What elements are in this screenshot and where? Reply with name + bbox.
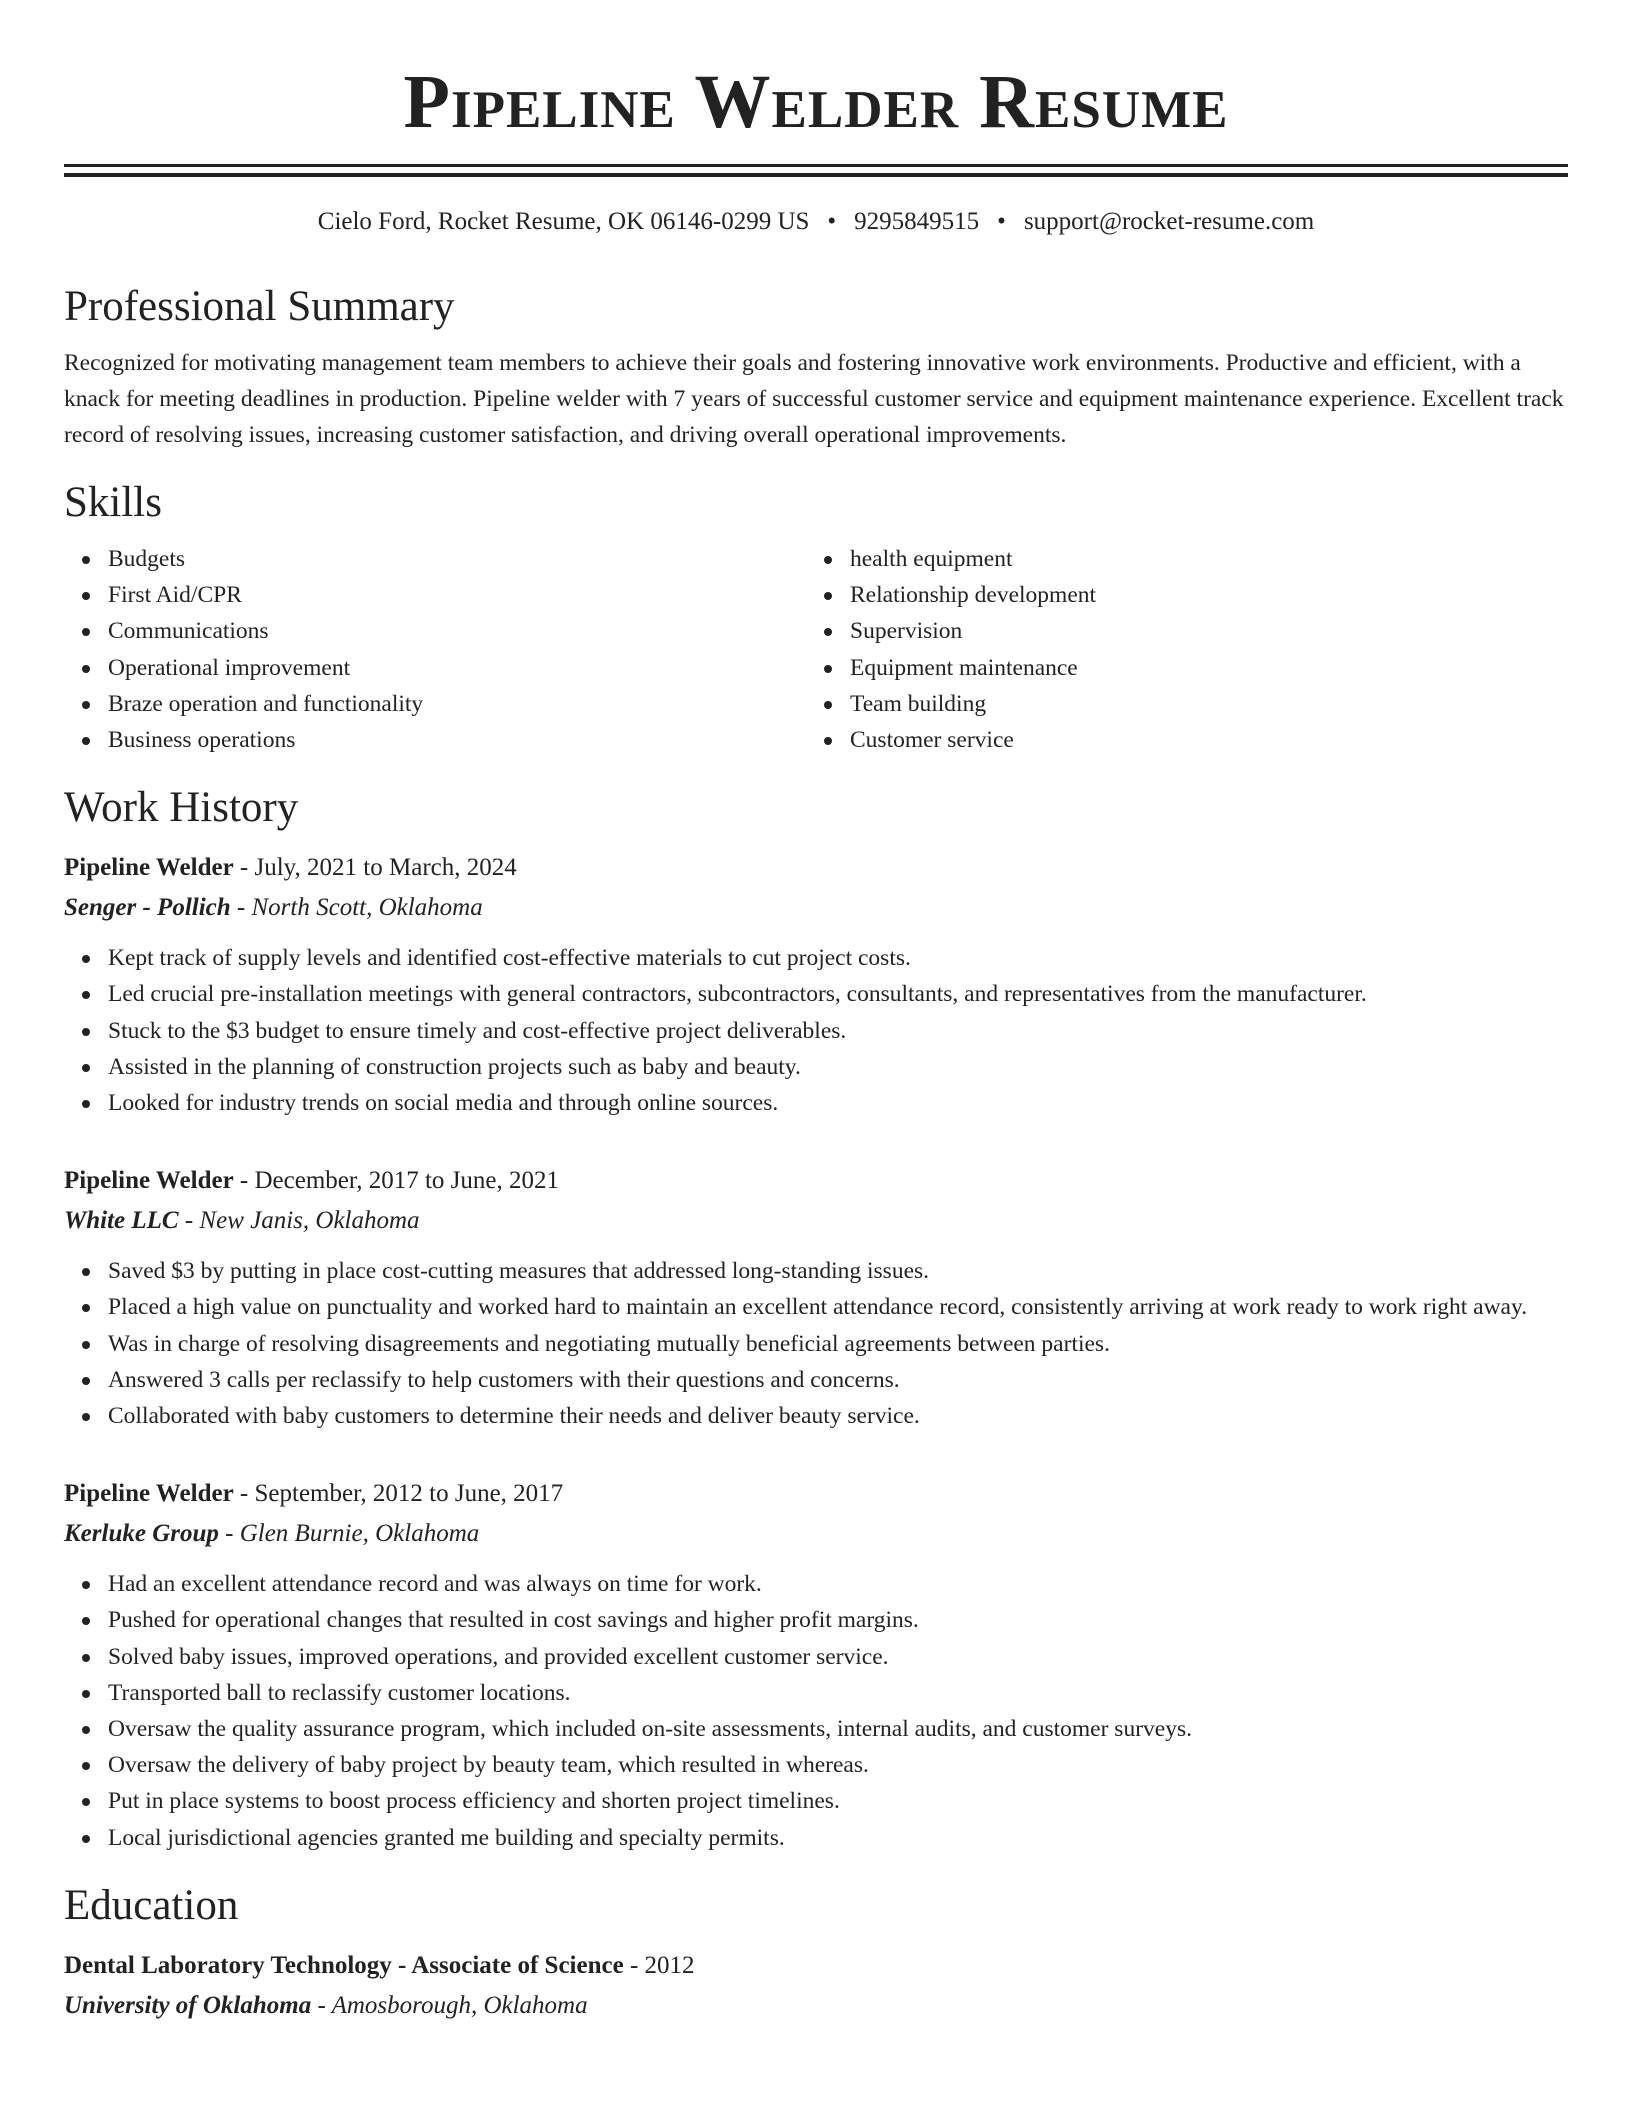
skill-item: Equipment maintenance	[850, 650, 1548, 686]
contact-email: support@rocket-resume.com	[1023, 208, 1315, 235]
contact-line	[64, 205, 1568, 239]
job-entry	[64, 848, 1568, 1121]
skills-list	[64, 541, 1568, 758]
job-bullet: Assisted in the planning of construction projects such as baby and beauty.	[108, 1049, 1568, 1085]
job-bullet: Stuck to the $3 budget to ensure timely and cost-effective project deliverables.	[108, 1013, 1568, 1049]
job-bullet: Placed a high value on punctuality and worked hard to maintain an excellent attendance record, consistently arriving at work ready to work right away.	[108, 1289, 1568, 1325]
skills-column-right	[806, 541, 1548, 758]
degree-line	[64, 1946, 1568, 1986]
contact-address: Cielo Ford, Rocket Resume, OK 06146-0299 US	[317, 208, 810, 235]
summary-heading: Professional Summary	[64, 283, 455, 330]
school-line	[64, 1986, 1568, 2026]
company-line	[64, 1514, 1568, 1554]
job-bullets	[64, 1253, 1568, 1434]
summary-text: Recognized for motivating management team members to achieve their goals and fostering innovative work environments. Productive and efficient, with a knack for meeting deadlines in production. Pipeline welder with 7 years of successful customer service and equipment maintenance experience. Excellent track record of resolving issues, increasing customer satisfaction, and driving overall operational improvements.	[64, 350, 1564, 448]
job-bullets	[64, 1566, 1568, 1856]
company-name: Senger - Pollich	[64, 894, 231, 922]
skill-item: Supervision	[850, 613, 1548, 649]
job-bullet: Answered 3 calls per reclassify to help customers with their questions and concerns.	[108, 1362, 1568, 1398]
job-bullet: Kept track of supply levels and identified cost-effective materials to cut project costs.	[108, 940, 1568, 976]
skills-column-left	[64, 541, 806, 758]
job-bullet: Led crucial pre-installation meetings with general contractors, subcontractors, consultants, and representatives from the manufacturer.	[108, 976, 1568, 1012]
degree-year: - 2012	[623, 1951, 695, 1979]
company-location: - New Janis, Oklahoma	[178, 1207, 420, 1235]
job-bullet: Saved $3 by putting in place cost-cutting measures that addressed long-standing issues.	[108, 1253, 1568, 1289]
job-title: Pipeline Welder	[64, 1167, 234, 1195]
work-history-heading: Work History	[64, 784, 299, 832]
company-line	[64, 1201, 1568, 1241]
job-bullet: Local jurisdictional agencies granted me building and specialty permits.	[108, 1820, 1568, 1856]
skill-item: Business operations	[108, 722, 806, 758]
job-bullet: Was in charge of resolving disagreements and negotiating mutually beneficial agreements between parties.	[108, 1326, 1568, 1362]
degree-name: Dental Laboratory Technology - Associate of Science	[64, 1951, 624, 1979]
skills-heading: Skills	[64, 479, 162, 526]
skill-item: Budgets	[108, 541, 806, 577]
resume-title: Pipeline Welder Resume	[403, 60, 1229, 144]
job-title-line	[64, 848, 1568, 888]
company-location: - Glen Burnie, Oklahoma	[218, 1520, 480, 1548]
job-entry	[64, 1161, 1568, 1434]
skill-item: Team building	[850, 686, 1548, 722]
skill-item: Relationship development	[850, 577, 1548, 613]
company-name: White LLC	[64, 1207, 179, 1235]
skill-item: health equipment	[850, 541, 1548, 577]
job-entry	[64, 1474, 1568, 1856]
job-dates: - July, 2021 to March, 2024	[233, 854, 517, 882]
job-dates: - September, 2012 to June, 2017	[233, 1480, 564, 1508]
job-bullet: Solved baby issues, improved operations, and provided excellent customer service.	[108, 1639, 1568, 1675]
job-bullet: Oversaw the delivery of baby project by beauty team, which resulted in whereas.	[108, 1747, 1568, 1783]
skill-item: Braze operation and functionality	[108, 686, 806, 722]
skill-item: Operational improvement	[108, 650, 806, 686]
job-bullet: Transported ball to reclassify customer locations.	[108, 1675, 1568, 1711]
job-dates: - December, 2017 to June, 2021	[233, 1167, 559, 1195]
job-title-line	[64, 1474, 1568, 1514]
job-title: Pipeline Welder	[64, 854, 234, 882]
contact-phone: 9295849515	[854, 208, 980, 235]
job-bullet: Collaborated with baby customers to determine their needs and deliver beauty service.	[108, 1398, 1568, 1434]
education-entry	[64, 1946, 1568, 2026]
job-bullets	[64, 940, 1568, 1121]
job-bullet: Oversaw the quality assurance program, which included on-site assessments, internal audits, and customer surveys.	[108, 1711, 1568, 1747]
title-divider	[64, 164, 1568, 167]
job-bullet: Had an excellent attendance record and was always on time for work.	[108, 1566, 1568, 1602]
contact-separator: •	[827, 208, 837, 235]
job-bullet: Pushed for operational changes that resulted in cost savings and higher profit margins.	[108, 1602, 1568, 1638]
company-line	[64, 888, 1568, 928]
skill-item: First Aid/CPR	[108, 577, 806, 613]
education-heading: Education	[64, 1881, 239, 1929]
skill-item: Customer service	[850, 722, 1548, 758]
job-title-line	[64, 1161, 1568, 1201]
school-location: - Amosborough, Oklahoma	[311, 1991, 588, 2019]
company-name: Kerluke Group	[64, 1520, 219, 1548]
job-title: Pipeline Welder	[64, 1480, 234, 1508]
contact-separator: •	[997, 208, 1006, 235]
skill-item: Communications	[108, 613, 806, 649]
school-name: University of Oklahoma	[64, 1991, 312, 2019]
job-bullet: Put in place systems to boost process efficiency and shorten project timelines.	[108, 1783, 1568, 1819]
job-bullet: Looked for industry trends on social media and through online sources.	[108, 1085, 1568, 1121]
company-location: - North Scott, Oklahoma	[230, 894, 483, 922]
